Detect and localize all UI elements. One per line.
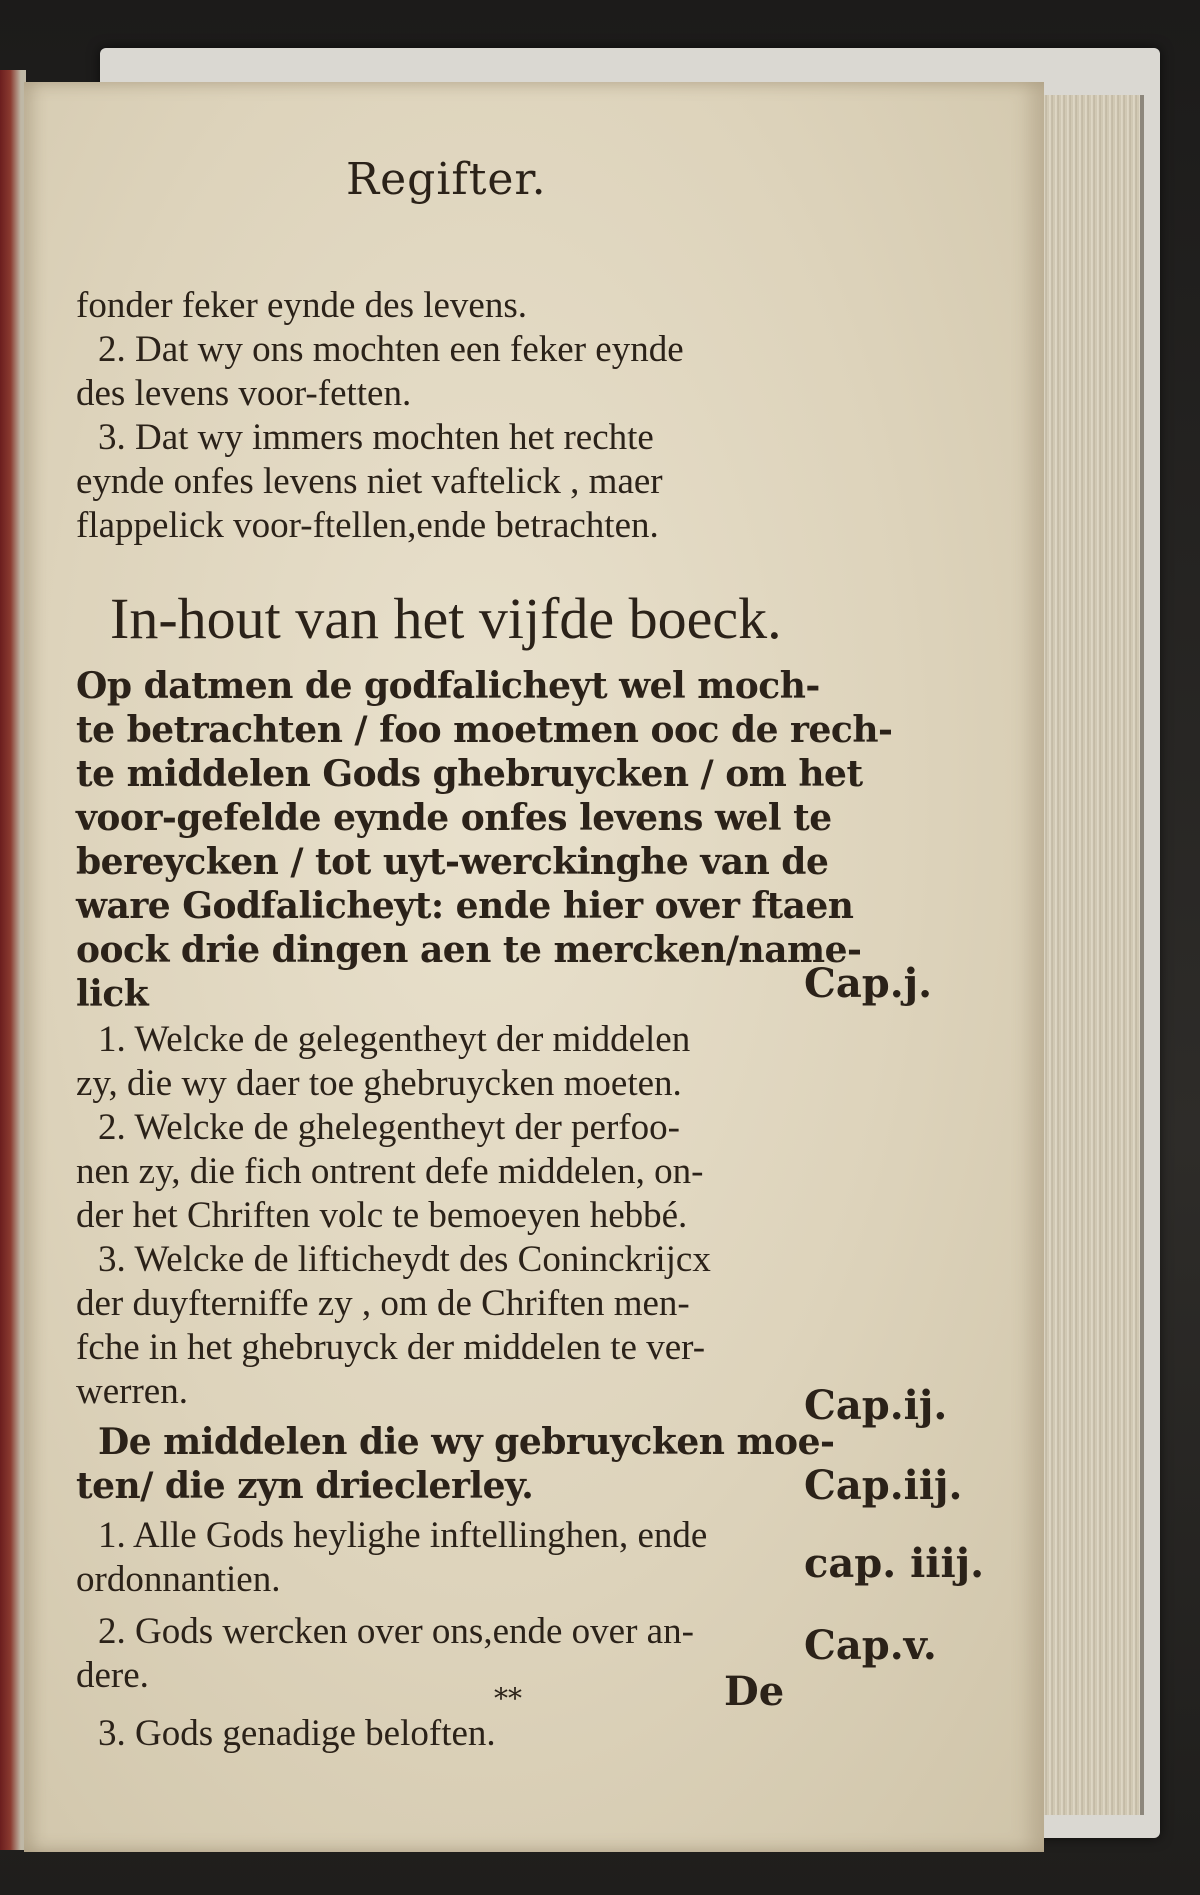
- section-title: In-hout van het vijfde boeck.: [110, 586, 782, 651]
- text-line: dere.: [76, 1655, 149, 1696]
- text-line: ordonnantien.: [76, 1559, 281, 1600]
- book-page: [24, 82, 1044, 1852]
- text-line: werren.: [76, 1371, 188, 1412]
- text-line: zy, die wy daer toe ghebruycken moeten.: [76, 1063, 682, 1104]
- book-spine: [0, 70, 26, 1850]
- text-line: der duyfterniffe zy , om de Chriften men-: [76, 1283, 690, 1324]
- text-line: 3. Welcke de lifticheydt des Coninckrijcx: [98, 1239, 711, 1280]
- item-list-2: [76, 1514, 836, 1756]
- text-line: 3. Dat wy immers mochten het rechte: [98, 417, 654, 458]
- text-line: oock drie dingen aen te mercken/name-: [76, 929, 862, 971]
- text-line: 1. Welcke de gelegentheyt der middelen: [98, 1019, 691, 1060]
- text-line: ware Godfalicheyt: ende hier over ftaen: [76, 885, 854, 927]
- running-header: Regifter.: [346, 154, 547, 205]
- text-line: 1. Alle Gods heylighe inftellinghen, ende: [98, 1515, 708, 1556]
- signature-mark: **: [494, 1682, 522, 1715]
- text-line: bereycken / tot uyt-werckinghe van de: [76, 841, 829, 883]
- item-list-1: [76, 1018, 836, 1414]
- text-line: ten/ die zyn drieclerley.: [76, 1465, 534, 1507]
- text-line: De middelen die wy gebruycken moe-: [98, 1421, 835, 1463]
- chapter-label-4: cap. iiij.: [804, 1540, 985, 1587]
- chapter-label-1: Cap.j.: [804, 960, 933, 1007]
- text-line: fonder feker eynde des levens.: [76, 285, 527, 326]
- text-line: 3. Gods genadige beloften.: [98, 1713, 496, 1754]
- text-line: voor-gefelde eynde onfes levens wel te: [76, 797, 832, 839]
- catchword: De: [724, 1668, 785, 1715]
- text-line: lick: [76, 973, 149, 1015]
- text-line: te middelen Gods ghebruycken / om het: [76, 753, 863, 795]
- text-line: Op datmen de godfalicheyt wel moch-: [76, 665, 820, 707]
- text-line: 2. Welcke de ghelegentheyt der perfoo-: [98, 1107, 680, 1148]
- text-line: des levens voor-fetten.: [76, 373, 412, 414]
- text-line: te betrachten / foo moetmen ooc de rech-: [76, 709, 893, 751]
- text-line: nen zy, die fich ontrent defe middelen, on-: [76, 1151, 704, 1192]
- chapter-label-5: Cap.v.: [804, 1622, 937, 1669]
- page-edges: [1030, 95, 1144, 1815]
- blackletter-heading-2: [76, 1420, 836, 1508]
- intro-lines: [76, 284, 836, 548]
- section-heading: [76, 584, 836, 654]
- text-line: eynde onfes levens niet vaftelick , maer: [76, 461, 663, 502]
- text-line: 2. Dat wy ons mochten een feker eynde: [98, 329, 684, 370]
- text-line: 2. Gods wercken over ons,ende over an-: [98, 1611, 694, 1652]
- text-line: flappelick voor-ftellen,ende betrachten.: [76, 505, 659, 546]
- chapter-label-2: Cap.ij.: [804, 1382, 948, 1429]
- chapter-label-3: Cap.iij.: [804, 1462, 963, 1509]
- text-line: fche in het ghebruyck der middelen te ver-: [76, 1327, 706, 1368]
- text-line: der het Chriften volc te bemoeyen hebbé.: [76, 1195, 688, 1236]
